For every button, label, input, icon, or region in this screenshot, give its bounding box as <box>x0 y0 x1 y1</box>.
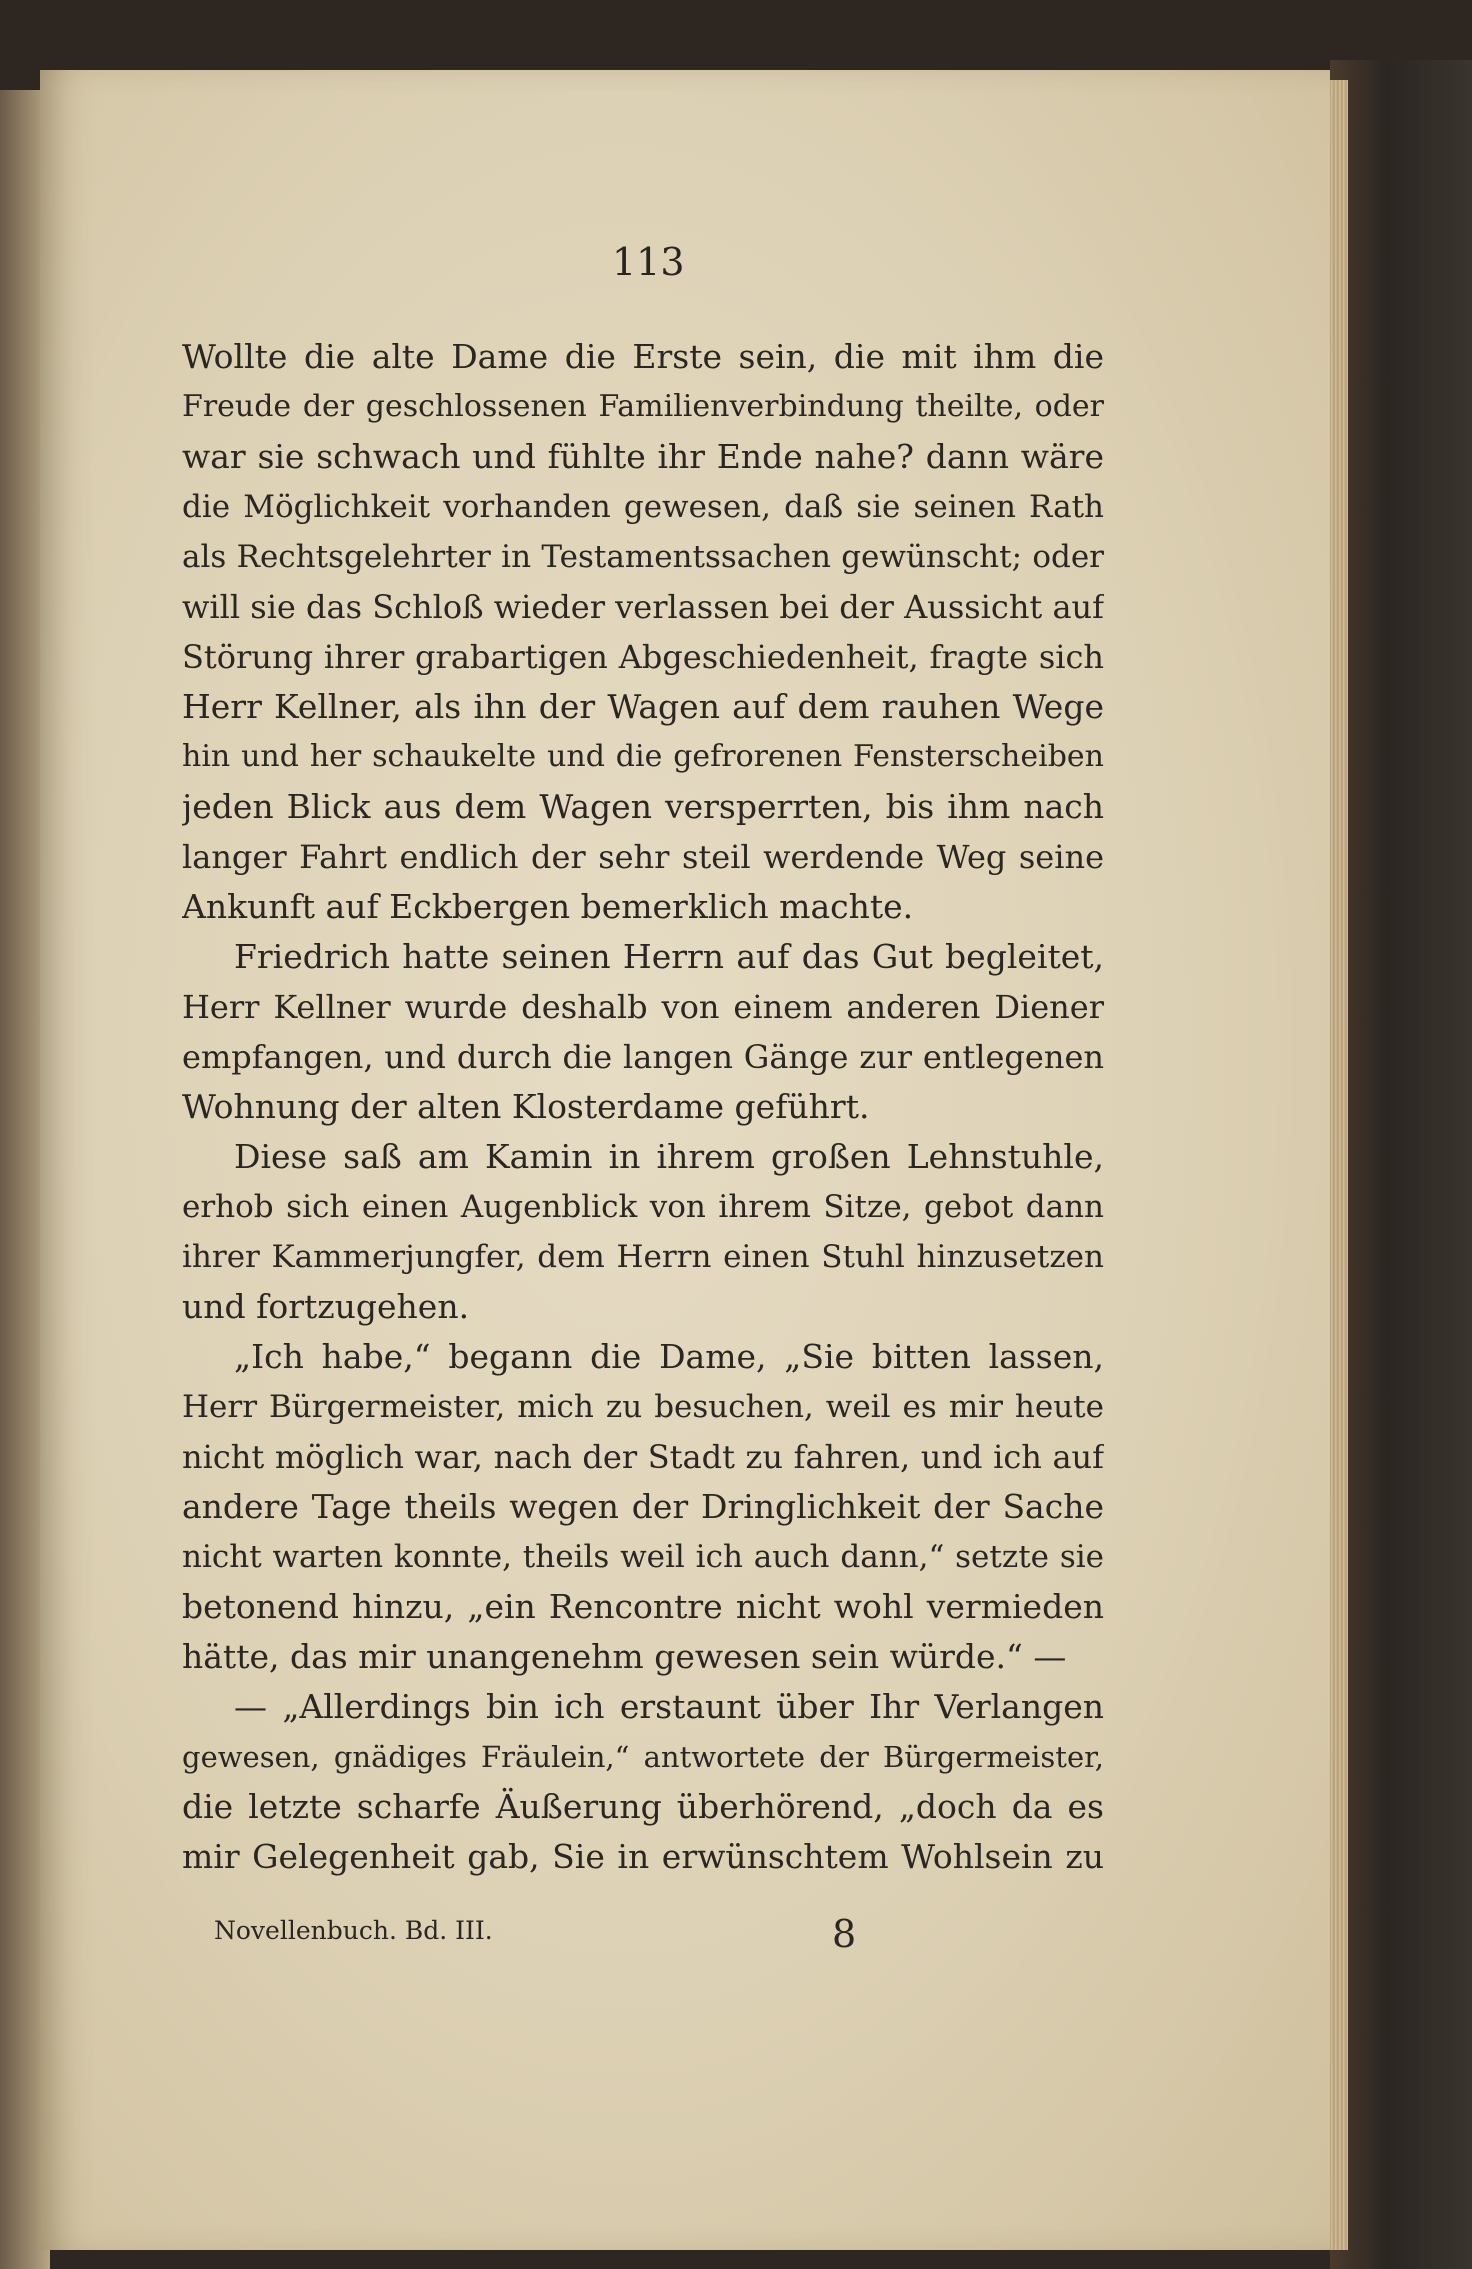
footer-signature: Novellenbuch. Bd. III. <box>214 1916 493 1945</box>
text-line: und fortzugehen. <box>182 1287 470 1326</box>
text-line: andere Tage theils wegen der Dringlichkeit der Sache <box>182 1487 1104 1526</box>
text-line: nicht warten konnte, theils weil ich auch dann,“ setzte sie <box>182 1539 1104 1575</box>
text-line: erhob sich einen Augenblick von ihrem Sitze, gebot dann <box>182 1189 1104 1225</box>
text-line: hätte, das mir unangenehm gewesen sein würde.“ — <box>182 1637 1067 1676</box>
text-line: Herr Kellner, als ihn der Wagen auf dem rauhen Wege <box>182 687 1104 726</box>
text-line: Ankunft auf Eckbergen bemerklich machte. <box>182 887 914 926</box>
text-line: ihrer Kammerjungfer, dem Herrn einen Stuhl hinzusetzen <box>182 1239 1104 1275</box>
text-line: als Rechtsgelehrter in Testamentssachen gewünscht; oder <box>182 539 1104 575</box>
text-line: gewesen, gnädiges Fräulein,“ antwortete der Bürgermeister, <box>182 1740 1104 1774</box>
text-line: hin und her schaukelte und die gefrorenen Fensterscheiben <box>182 739 1104 774</box>
text-line: betonend hinzu, „ein Rencontre nicht wohl vermieden <box>182 1587 1104 1626</box>
text-line: empfangen, und durch die langen Gänge zur entlegenen <box>182 1038 1104 1076</box>
text-line: Wollte die alte Dame die Erste sein, die mit ihm die <box>182 337 1104 376</box>
body-text <box>182 332 1104 1882</box>
text-line: war sie schwach und fühlte ihr Ende nahe? dann wäre <box>182 437 1104 476</box>
text-line: — „Allerdings bin ich erstaunt über Ihr Verlangen <box>234 1687 1104 1726</box>
text-line: die Möglichkeit vorhanden gewesen, daß sie seinen Rath <box>182 489 1104 525</box>
text-line: Friedrich hatte seinen Herrn auf das Gut begleitet, <box>234 937 1104 976</box>
text-line: will sie das Schloß wieder verlassen bei der Aussicht auf <box>182 588 1104 626</box>
book-cover-right <box>1330 60 1472 2269</box>
text-line: nicht möglich war, nach der Stadt zu fahren, und ich auf <box>182 1438 1104 1476</box>
text-line: mir Gelegenheit gab, Sie in erwünschtem Wohlsein zu <box>182 1837 1104 1876</box>
text-line: Herr Kellner wurde deshalb von einem anderen Diener <box>182 988 1104 1026</box>
page-number: 113 <box>612 240 685 284</box>
text-line: jeden Blick aus dem Wagen versperrten, bis ihm nach <box>182 787 1104 826</box>
text-line: Herr Bürgermeister, mich zu besuchen, weil es mir heute <box>182 1389 1104 1425</box>
text-line: Störung ihrer grabartigen Abgeschiedenheit, fragte sich <box>182 638 1104 676</box>
text-line: Wohnung der alten Klosterdame geführt. <box>182 1087 870 1126</box>
text-line: „Ich habe,“ begann die Dame, „Sie bitten lassen, <box>234 1337 1104 1376</box>
text-line: Freude der geschlossenen Familienverbindung theilte, oder <box>182 389 1104 424</box>
text-line: langer Fahrt endlich der sehr steil werdende Weg seine <box>182 838 1104 876</box>
text-line: die letzte scharfe Äußerung überhörend, „doch da es <box>182 1787 1104 1826</box>
text-line: Diese saß am Kamin in ihrem großen Lehnstuhle, <box>234 1137 1104 1176</box>
footer-sheet-number: 8 <box>832 1912 857 1956</box>
